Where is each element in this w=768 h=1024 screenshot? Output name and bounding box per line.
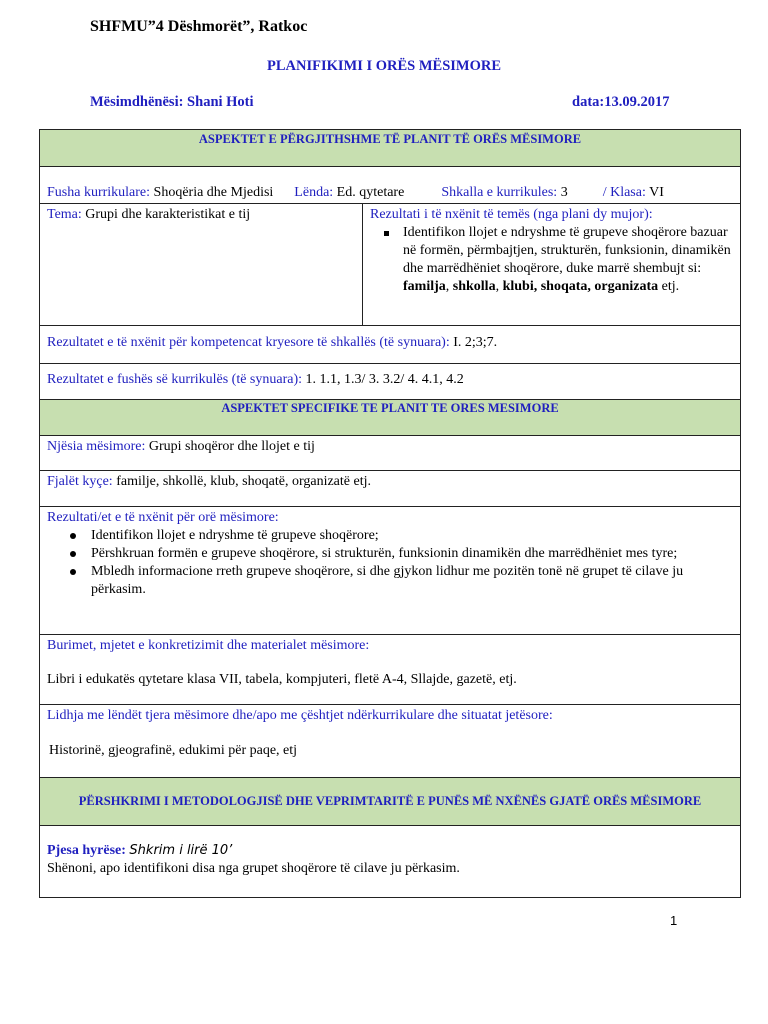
subject-value: Ed. qytetare (336, 185, 405, 200)
links-label: Lidhja me lëndët tjera mësimore dhe/apo me çështjet ndërkurrikulare dhe situatat jetësore: (47, 708, 553, 723)
intro-text: Shënoni, apo identifikoni disa nga grupet shoqërore të cilave ju përkasim. (47, 861, 460, 876)
theme-value: Grupi dhe karakteristikat e tij (85, 207, 251, 222)
methodology-header-text: PËRSHKRIMI I METODOLOGJISË DHE VEPRIMTARITË E PUNËS MË NXËNËS GJATË ORËS MËSIMORE (78, 794, 702, 808)
example-family: familja (403, 279, 446, 294)
theme-outcome-cell (363, 204, 740, 325)
document-title: PLANIFIKIMI I ORËS MËSIMORE (266, 58, 502, 74)
methodology-header (40, 777, 740, 825)
field-outcomes-value: 1. 1.1, 1.3/ 3. 3.2/ 4. 4.1, 4.2 (305, 372, 464, 387)
curriculum-row (40, 166, 740, 203)
example-sep-2: , (495, 279, 500, 294)
resources-row (40, 634, 740, 704)
lesson-outcomes-row (40, 506, 740, 634)
intro-row (40, 825, 740, 897)
links-row (40, 704, 740, 777)
competence-value: I. 2;3;7. (453, 335, 498, 350)
keywords-row (40, 470, 740, 506)
general-aspects-header (40, 130, 740, 166)
lesson-outcomes-label: Rezultati/et e të nxënit për orë mësimore: (47, 510, 279, 525)
teacher-name: Mësimdhënësi: Shani Hoti (90, 94, 254, 110)
theme-outcome-text: Identifikon llojet e ndryshme të grupeve shoqërore bazuar në formën, përmbajtjen, strukturën, funksionin, dinamikën dhe marrëdhëniet shoqërore, duke marrë shembujt si: (403, 225, 731, 276)
list-item: Mbledh informacione rreth grupeve shoqërore, si dhe gjykon lidhur me pozitën tonë në grupet të cilave ju përkasim. (91, 563, 733, 599)
general-aspects-header-text: ASPEKTET E PËRGJITHSHME TË PLANIT TË ORËS MËSIMORE (198, 132, 582, 146)
competence-label: Rezultatet e të nxënit për kompetencat kryesore të shkallës (të synuara): (47, 335, 450, 350)
competence-row (40, 325, 740, 363)
school-name: SHFMU”4 Dëshmorët”, Ratkoc (90, 18, 308, 35)
theme-row (40, 203, 740, 325)
theme-label: Tema: (47, 207, 82, 222)
intro-method: Shkrim i lirë 10’ (129, 843, 233, 858)
field-outcomes-label: Rezultatet e fushës së kurrikulës (të synuara): (47, 372, 303, 387)
level-value: 3 (560, 185, 568, 200)
intro-label: Pjesa hyrëse: (47, 843, 126, 858)
field-value: Shoqëria dhe Mjedisi (153, 185, 274, 200)
class-value: VI (649, 185, 664, 200)
example-sep-1: , (445, 279, 450, 294)
field-label: Fusha kurrikulare: (47, 185, 151, 200)
unit-label: Njësia mësimore: (47, 439, 146, 454)
unit-row (40, 435, 740, 470)
keywords-label: Fjalët kyçe: (47, 474, 113, 489)
theme-cell (40, 204, 363, 325)
resources-value: Libri i edukatës qytetare klasa VII, tabela, kompjuteri, fletë A-4, Sllajde, gazetë, etj. (47, 672, 517, 687)
example-tail: etj. (661, 279, 680, 294)
lesson-outcomes-list (47, 527, 733, 599)
lesson-date: data:13.09.2017 (572, 94, 670, 110)
theme-outcome-list (370, 224, 733, 296)
theme-outcome-label: Rezultati i të nxënit të temës (nga plani dy mujor): (370, 207, 653, 222)
theme-outcome-item (403, 224, 733, 296)
resources-label: Burimet, mjetet e konkretizimit dhe materialet mësimore: (47, 638, 370, 653)
unit-value: Grupi shoqëror dhe llojet e tij (148, 439, 315, 454)
class-label: / Klasa: (602, 185, 646, 200)
links-value: Historinë, gjeografinë, edukimi për paqe, etj (49, 743, 298, 758)
example-club-association: klubi, shoqata, organizata (502, 279, 659, 294)
specific-aspects-header (40, 399, 740, 435)
page-number: 1 (670, 913, 678, 928)
subject-label: Lënda: (294, 185, 334, 200)
list-item: Identifikon llojet e ndryshme të grupeve shoqërore; (91, 527, 733, 545)
example-school: shkolla (452, 279, 496, 294)
list-item: Përshkruan formën e grupeve shoqërore, si strukturën, funksionin dinamikën dhe marrëdhëniet mes tyre; (91, 545, 733, 563)
keywords-value: familje, shkollë, klub, shoqatë, organizatë etj. (116, 474, 371, 489)
field-outcomes-row (40, 363, 740, 399)
specific-aspects-header-text: ASPEKTET SPECIFIKE TE PLANIT TE ORES MESIMORE (221, 401, 559, 415)
lesson-plan-table (39, 129, 741, 898)
level-label: Shkalla e kurrikules: (441, 185, 558, 200)
